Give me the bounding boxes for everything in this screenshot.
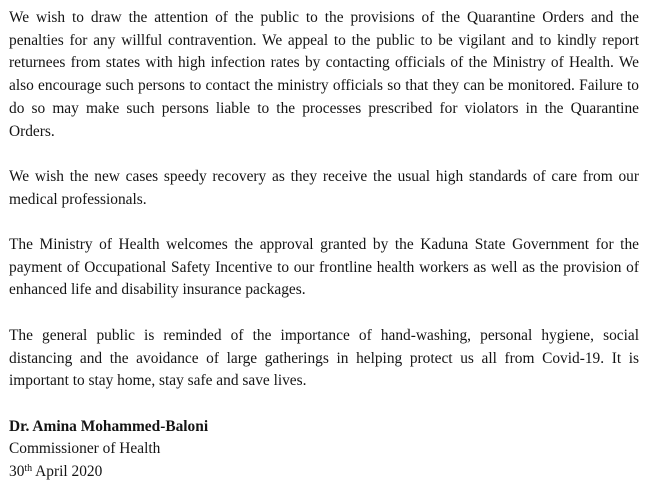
paragraph-safety-incentive: The Ministry of Health welcomes the approval granted by the Kaduna State Government for the payment of Occupational Safety Incentive to our frontline health workers as well as the provision of enhanced life and disability insurance packages. bbox=[9, 236, 639, 299]
date-ordinal-suffix: th bbox=[24, 463, 33, 474]
date-day: 30 bbox=[9, 463, 25, 480]
signature-block bbox=[9, 416, 639, 484]
release-date bbox=[9, 461, 639, 484]
paragraph-recovery-wishes: We wish the new cases speedy recovery as they receive the usual high standards of care from our medical professionals. bbox=[9, 167, 639, 208]
paragraph-hygiene-reminder: The general public is reminded of the importance of hand-washing, personal hygiene, social distancing and the avoidance of large gatherings in helping protect us all from Covid-19. It is important to stay home, stay safe and save lives. bbox=[9, 326, 639, 390]
signatory-title: Commissioner of Health bbox=[9, 440, 161, 458]
paragraph-quarantine-orders: We wish to draw the attention of the public to the provisions of the Quarantine Orders and the penalties for any willful contravention. We appeal to the public to be vigilant and to kindly report returnees from states with high infection rates by contacting officials of the Ministry of Health. We also encourage such persons to contact the ministry officials so that they can be monitored. Failure to do so may make such persons liable to the processes prescribed for violators in the Quarantine Orders. bbox=[9, 9, 639, 140]
signatory-name: Dr. Amina Mohammed-Baloni bbox=[9, 417, 209, 435]
date-month-year: April 2020 bbox=[32, 463, 103, 480]
press-release-body bbox=[9, 7, 639, 484]
